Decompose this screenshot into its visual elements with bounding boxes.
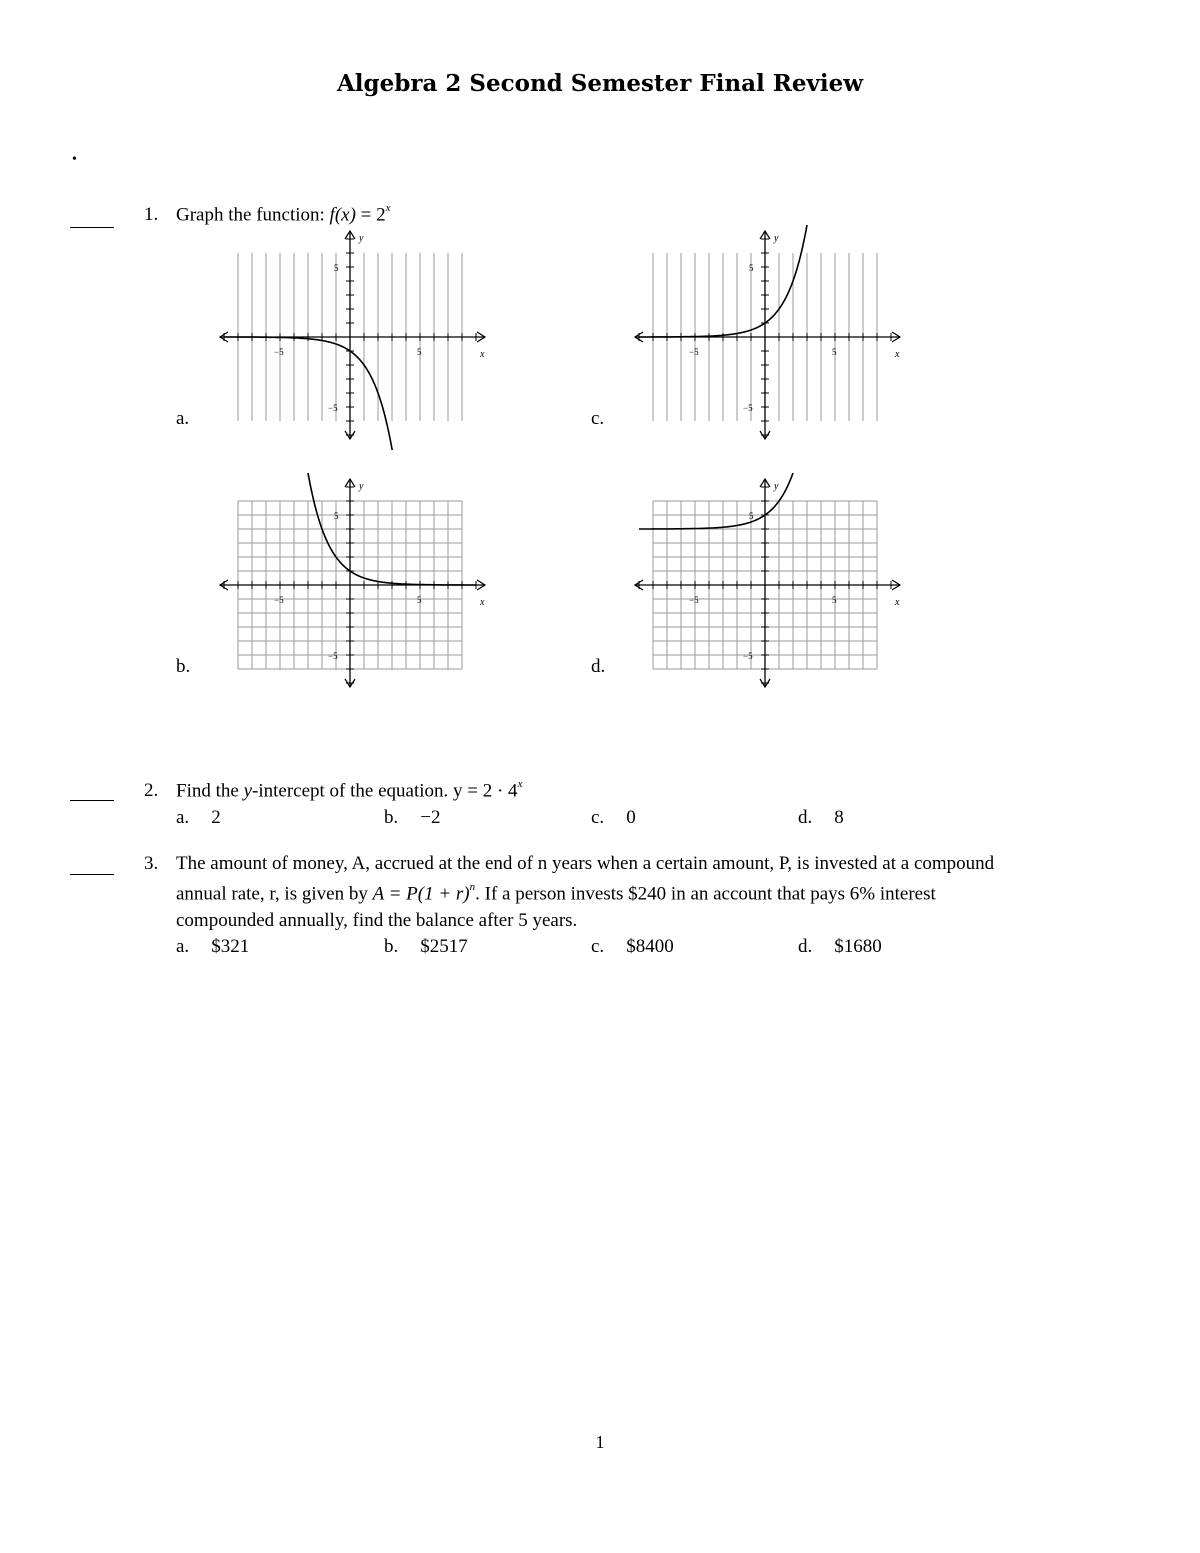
y-tick-label-neg-five: −5	[328, 403, 338, 413]
answer-blank-2[interactable]	[70, 800, 114, 801]
question-2-number: 2.	[144, 780, 159, 801]
graph-choice-a[interactable]	[210, 225, 500, 450]
y-tick-label-neg-five: −5	[743, 651, 753, 661]
x-axis-label: x	[480, 349, 485, 360]
x-tick-label-five: 5	[417, 595, 422, 605]
page-title: Algebra 2 Second Semester Final Review	[336, 70, 864, 97]
x-axis-label: x	[895, 349, 900, 360]
graph-choice-c[interactable]	[625, 225, 915, 450]
q3-choice-d[interactable]: d. $1680	[798, 936, 882, 957]
x-tick-label-five: 5	[832, 347, 837, 357]
q2-choice-c[interactable]: c. 0	[591, 807, 636, 828]
y-tick-label-five: 5	[749, 511, 754, 521]
x-axis-label: x	[895, 597, 900, 608]
x-tick-label-neg-five: −5	[689, 347, 699, 357]
y-tick-label-neg-five: −5	[743, 403, 753, 413]
y-tick-label-five: 5	[749, 263, 754, 273]
graph-choice-b[interactable]	[210, 473, 500, 698]
question-3-line-3: compounded annually, find the balance after 5 years.	[176, 910, 578, 931]
graph-choice-d-letter: d.	[591, 656, 606, 677]
y-tick-label-five: 5	[334, 263, 339, 273]
q2-choice-b[interactable]: b. −2	[384, 807, 441, 828]
y-tick-label-neg-five: −5	[328, 651, 338, 661]
x-tick-label-neg-five: −5	[274, 347, 284, 357]
x-tick-label-five: 5	[832, 595, 837, 605]
x-tick-label-neg-five: −5	[689, 595, 699, 605]
bullet-mark: •	[72, 152, 77, 167]
x-axis-label: x	[480, 597, 485, 608]
y-axis-label: y	[359, 481, 364, 492]
question-2-prompt: Find the y-intercept of the equation. $y = 2 \cdot 4^x$	[176, 778, 523, 802]
question-1-prompt: Graph the function: $f(x) = 2^x$	[176, 202, 391, 226]
graph-choice-d[interactable]	[625, 473, 915, 698]
q3-choice-b[interactable]: b. $2517	[384, 936, 468, 957]
graph-choice-c-letter: c.	[591, 408, 605, 429]
x-tick-label-neg-five: −5	[274, 595, 284, 605]
answer-blank-1[interactable]	[70, 227, 114, 228]
page-number: 1	[595, 1432, 605, 1452]
question-3-number: 3.	[144, 853, 159, 874]
answer-blank-3[interactable]	[70, 874, 114, 875]
question-1-number: 1.	[144, 204, 159, 225]
y-axis-label: y	[359, 233, 364, 244]
q2-choice-d[interactable]: d. 8	[798, 807, 844, 828]
question-3-line-2: annual rate, r, is given by $A = P(1 + r)^n$. If a person invests $240 in an account that pays 6% interest	[176, 881, 936, 905]
y-tick-label-five: 5	[334, 511, 339, 521]
y-axis-label: y	[774, 481, 779, 492]
graph-choice-a-letter: a.	[176, 408, 190, 429]
q2-choice-a[interactable]: a. 2	[176, 807, 221, 828]
q3-choice-c[interactable]: c. $8400	[591, 936, 674, 957]
graph-choice-b-letter: b.	[176, 656, 191, 677]
q3-choice-a[interactable]: a. $321	[176, 936, 250, 957]
question-3-line-1: The amount of money, A, accrued at the end of n years when a certain amount, P, is invested at a compound	[176, 853, 995, 874]
y-axis-label: y	[774, 233, 779, 244]
x-tick-label-five: 5	[417, 347, 422, 357]
